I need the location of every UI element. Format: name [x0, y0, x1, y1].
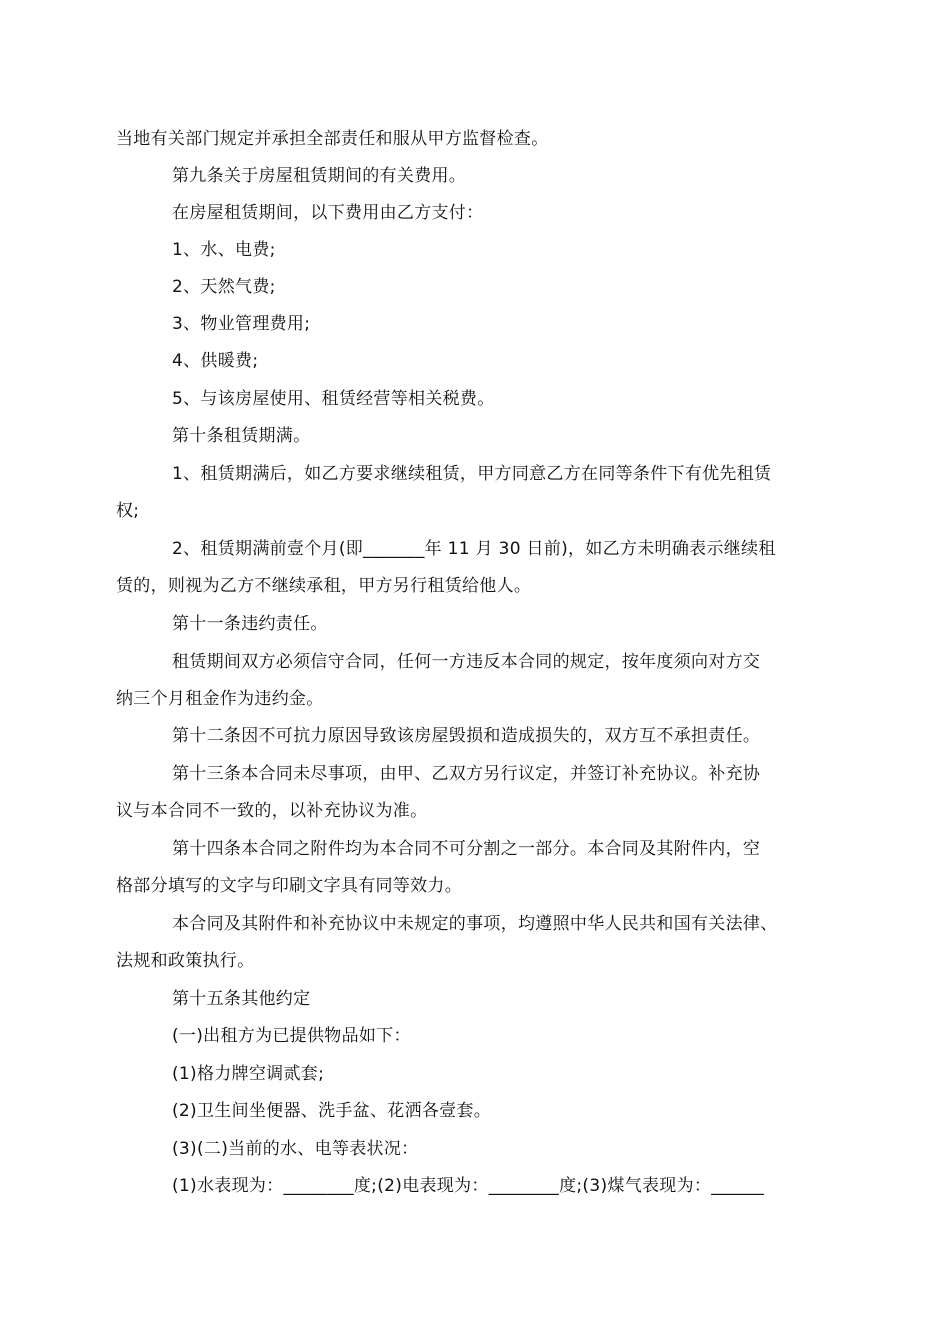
text-line: 当地有关部门规定并承担全部责任和服从甲方监督检查。: [116, 129, 549, 149]
text-line: 1、租赁期满后，如乙方要求继续租赁，甲方同意乙方在同等条件下有优先租赁: [172, 464, 772, 484]
text-line: 在房屋租赁期间，以下费用由乙方支付：: [172, 203, 484, 223]
text-line: 3、物业管理费用;: [172, 314, 311, 334]
text-line: (2)卫生间坐便器、洗手盆、花洒各壹套。: [172, 1101, 492, 1121]
text-line: 第十五条其他约定: [172, 989, 311, 1009]
text-line: (1)水表现为：________度;(2)电表现为：________度;(3)煤气表现为：______: [172, 1176, 764, 1196]
text-line: 第十一条违约责任。: [172, 614, 328, 634]
text-line: 权;: [116, 501, 140, 521]
text-line: 2、租赁期满前壹个月(即_______年 11 月 30 日前)，如乙方未明确表示继续租: [172, 539, 776, 559]
text-line: (1)格力牌空调贰套;: [172, 1064, 325, 1084]
text-line: 议与本合同不一致的，以补充协议为准。: [116, 801, 428, 821]
text-line: 第九条关于房屋租赁期间的有关费用。: [172, 166, 467, 186]
text-line: 格部分填写的文字与印刷文字具有同等效力。: [116, 876, 462, 896]
text-line: 纳三个月租金作为违约金。: [116, 689, 324, 709]
text-line: 4、供暖费;: [172, 351, 259, 371]
text-line: 1、水、电费;: [172, 240, 276, 260]
text-line: 第十二条因不可抗力原因导致该房屋毁损和造成损失的，双方互不承担责任。: [172, 726, 761, 746]
text-line: 第十三条本合同未尽事项，由甲、乙双方另行议定，并签订补充协议。补充协: [172, 764, 761, 784]
text-line: 赁的，则视为乙方不继续承租，甲方另行租赁给他人。: [116, 576, 532, 596]
text-line: 5、与该房屋使用、租赁经营等相关税费。: [172, 389, 495, 409]
text-line: (3)(二)当前的水、电等表状况：: [172, 1139, 419, 1159]
text-line: 租赁期间双方必须信守合同，任何一方违反本合同的规定，按年度须向对方交: [172, 652, 761, 672]
text-line: 法规和政策执行。: [116, 951, 255, 971]
text-line: (一)出租方为已提供物品如下：: [172, 1026, 411, 1046]
text-line: 第十条租赁期满。: [172, 426, 311, 446]
text-line: 本合同及其附件和补充协议中未规定的事项，均遵照中华人民共和国有关法律、: [172, 914, 778, 934]
text-line: 第十四条本合同之附件均为本合同不可分割之一部分。本合同及其附件内，空: [172, 839, 761, 859]
text-line: 2、天然气费;: [172, 277, 276, 297]
